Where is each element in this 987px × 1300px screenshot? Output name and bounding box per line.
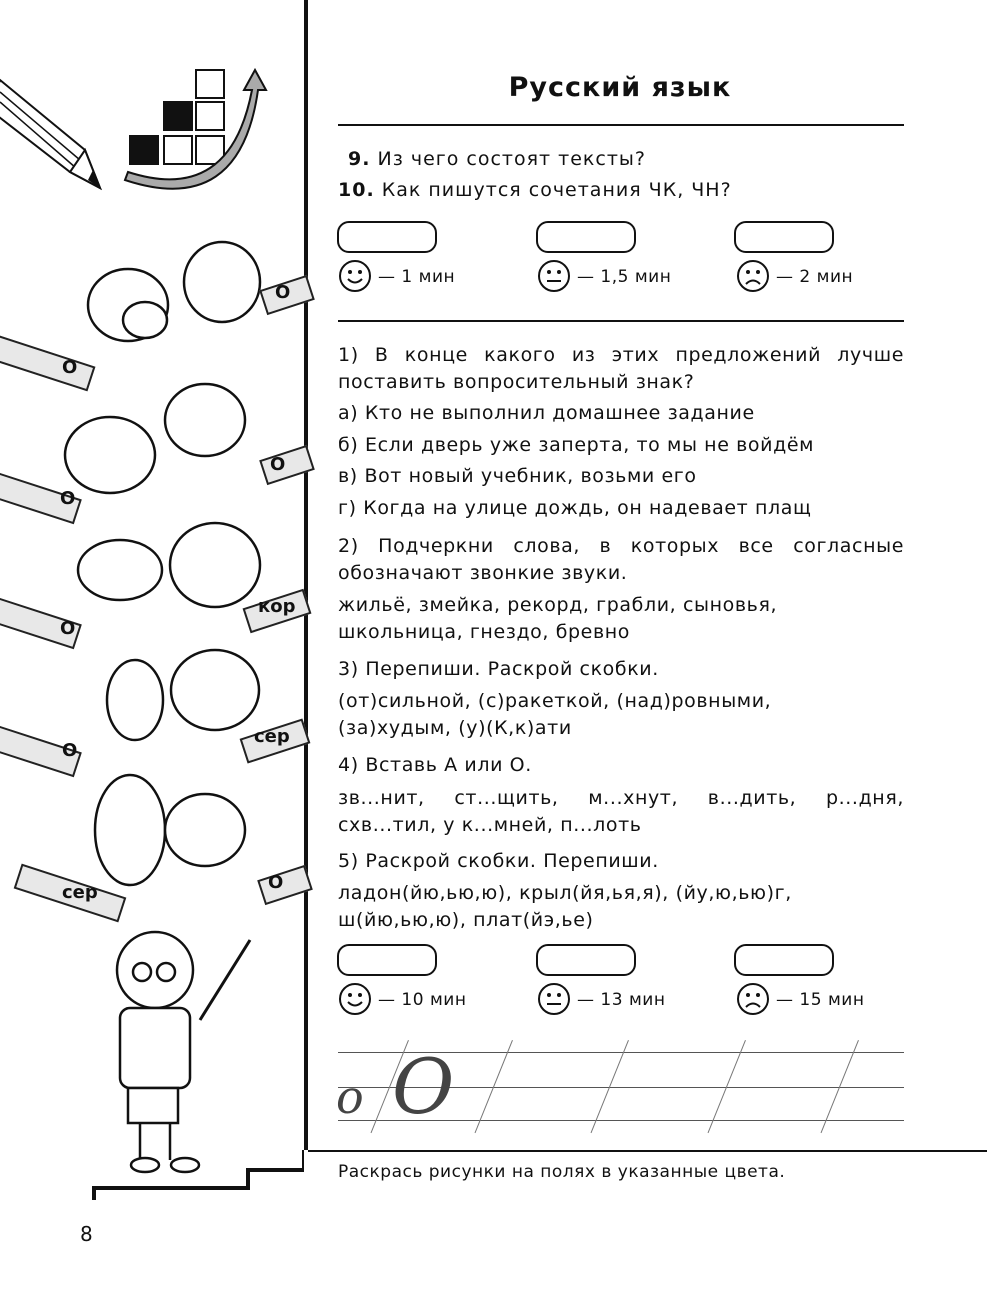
margin-divider xyxy=(304,0,308,1150)
question-10 xyxy=(338,179,732,201)
time-label: — 2 мин xyxy=(776,267,854,287)
task-1-line-2: поставить вопросительный знак? xyxy=(338,371,695,393)
margin-label: О xyxy=(270,454,286,475)
score-box[interactable] xyxy=(734,944,834,976)
page-number: 8 xyxy=(80,1222,93,1246)
giraffe-head-icon xyxy=(78,540,162,600)
smile-face-icon xyxy=(338,259,372,293)
task-4-words-2: схв...тил, у к...мней, п...лоть xyxy=(338,814,642,836)
score-box[interactable] xyxy=(337,221,437,253)
margin-label: О xyxy=(62,740,78,761)
neutral-face-icon xyxy=(537,982,571,1016)
sheep-head-icon xyxy=(171,650,259,730)
pencil-icon xyxy=(0,80,100,188)
question-number: 9. xyxy=(348,148,371,170)
bear-head-icon xyxy=(170,523,260,607)
divider-middle xyxy=(338,320,904,322)
margin-label: О xyxy=(60,488,76,509)
lion-head-icon xyxy=(184,242,260,322)
question-number: 10. xyxy=(338,179,375,201)
score-box[interactable] xyxy=(337,944,437,976)
score-box[interactable] xyxy=(536,221,636,253)
task-1-option-c: в) Вот новый учебник, возьми его xyxy=(338,465,697,487)
task-1-option-d: г) Когда на улице дождь, он надевает плащ xyxy=(338,497,812,519)
task-3-title: 3) Перепиши. Раскрой скобки. xyxy=(338,658,659,680)
task-1-option-a: а) Кто не выполнил домашнее задание xyxy=(338,402,755,424)
page-title: Русский язык xyxy=(508,72,732,103)
task-2-words-1: жильё, змейка, рекорд, грабли, сыновья, xyxy=(338,594,778,616)
camel-neck-icon xyxy=(95,775,165,885)
cow-head-icon-3 xyxy=(165,794,245,866)
sad-face-icon xyxy=(736,982,770,1016)
time-label: — 13 мин xyxy=(577,990,666,1010)
task-3-words-2: (за)худым, (у)(К,к)ати xyxy=(338,717,572,739)
margin-label: сер xyxy=(254,726,290,747)
time-label: — 1,5 мин xyxy=(577,267,672,287)
squares-staircase xyxy=(130,70,224,164)
handwriting-lowercase: о xyxy=(336,1070,364,1124)
task-4-title: 4) Вставь А или О. xyxy=(338,754,532,776)
sad-face-icon xyxy=(736,259,770,293)
task-5-title: 5) Раскрой скобки. Перепиши. xyxy=(338,850,659,872)
score-box[interactable] xyxy=(536,944,636,976)
margin-label: О xyxy=(275,282,291,303)
margin-label: сер xyxy=(62,882,98,903)
score-box[interactable] xyxy=(734,221,834,253)
question-text: Как пишутся сочетания ЧК, ЧН? xyxy=(381,179,732,201)
stairs xyxy=(0,1150,304,1200)
handwriting-uppercase: О xyxy=(392,1042,455,1131)
task-1-line-1: 1) В конце какого из этих предложений лучше xyxy=(338,344,904,366)
margin-label: кор xyxy=(258,596,296,617)
task-5-words-2: ш(йю,ью,ю), плат(йэ,ье) xyxy=(338,909,594,931)
question-text: Из чего состоят тексты? xyxy=(377,148,646,170)
cow-head-icon-2 xyxy=(165,384,245,456)
task-2-line-1: 2) Подчеркни слова, в которых все согласные xyxy=(338,535,904,557)
smile-face-icon xyxy=(338,982,372,1016)
fox-head-icon xyxy=(65,417,155,493)
neutral-face-icon xyxy=(537,259,571,293)
task-2-line-2: обозначают звонкие звуки. xyxy=(338,562,628,584)
margin-label: О xyxy=(268,872,284,893)
task-3-words-1: (от)сильной, (с)ракеткой, (над)ровными, xyxy=(338,690,772,712)
time-label: — 15 мин xyxy=(776,990,865,1010)
task-1-option-b: б) Если дверь уже заперта, то мы не войдём xyxy=(338,434,815,456)
margin-label: О xyxy=(62,357,78,378)
footer-instruction: Раскрась рисунки на полях в указанные цвета. xyxy=(338,1162,786,1182)
task-5-words-1: ладон(йю,ью,ю), крыл(йя,ья,я), (йу,ю,ью)г, xyxy=(338,882,792,904)
cat-icon xyxy=(107,660,163,740)
task-2-words-2: школьница, гнездо, бревно xyxy=(338,621,631,643)
margin-label: О xyxy=(60,618,76,639)
question-9 xyxy=(348,148,646,170)
time-label: — 1 мин xyxy=(378,267,456,287)
time-label: — 10 мин xyxy=(378,990,467,1010)
teacher-boy-icon xyxy=(117,932,250,1172)
task-4-words-1: зв...нит, ст...щить, м...хнут, в...дить, р...дня, xyxy=(338,787,904,809)
divider-top xyxy=(338,124,904,126)
footer-divider xyxy=(308,1150,987,1152)
